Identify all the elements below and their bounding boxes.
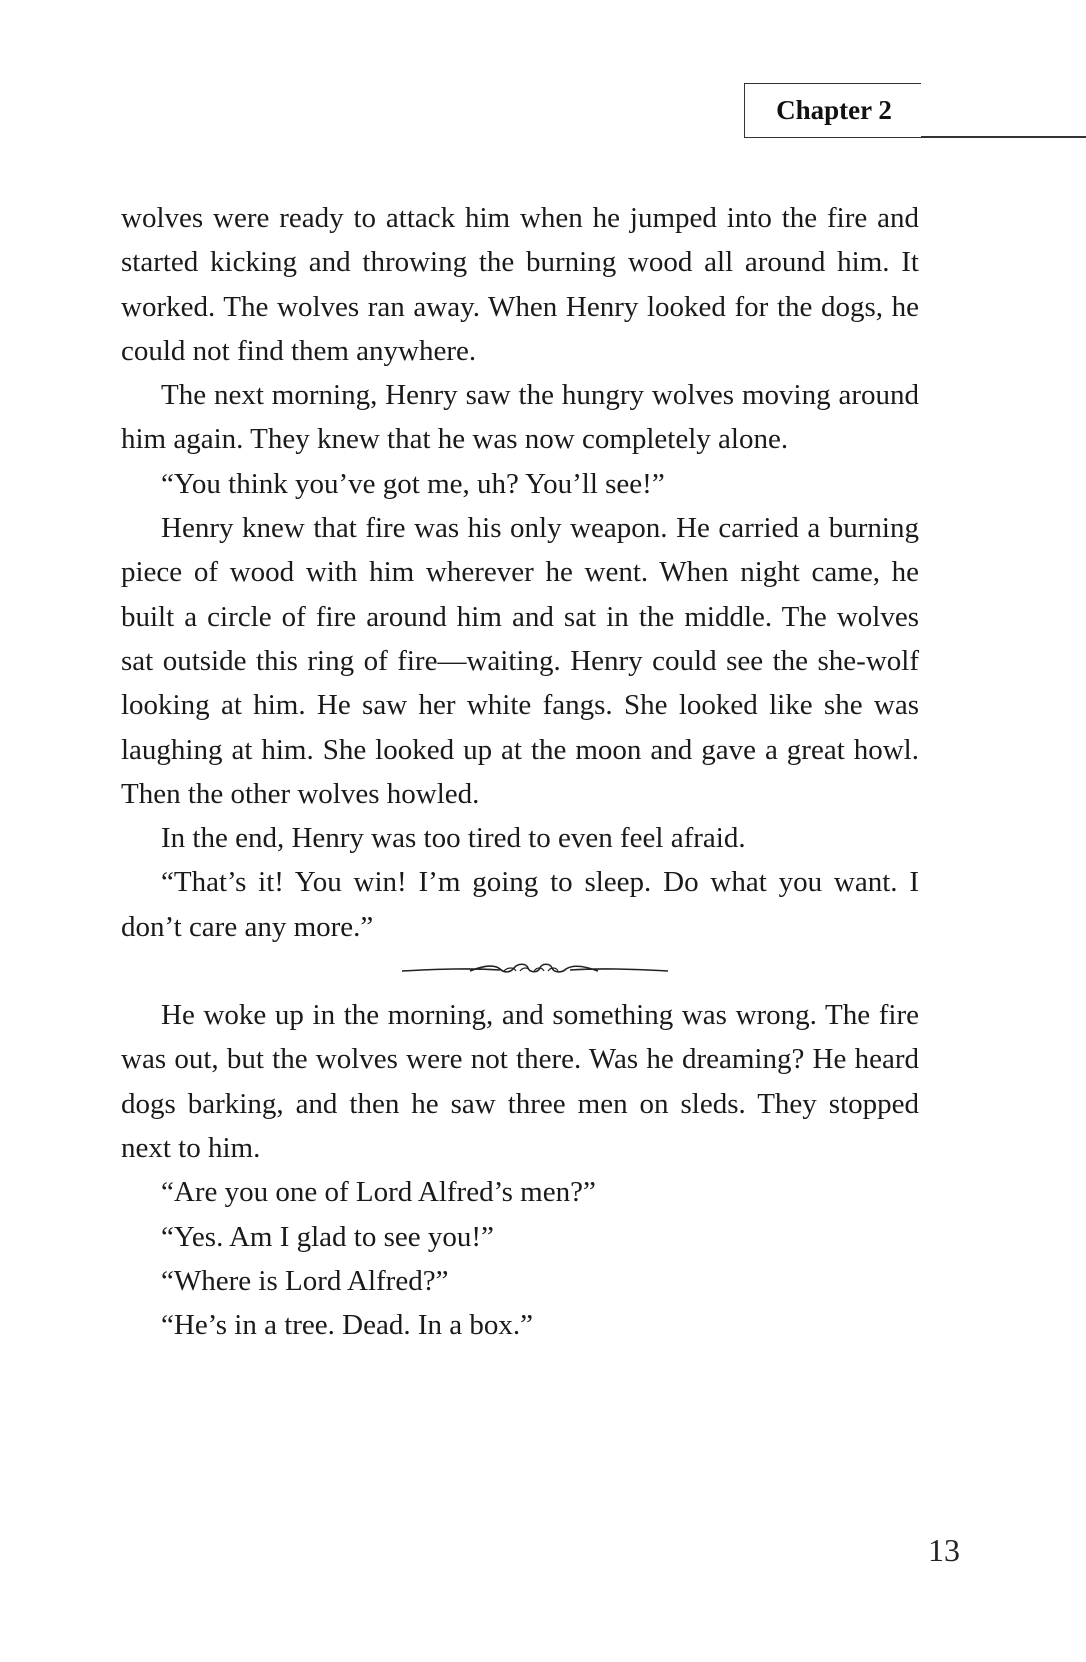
paragraph: “Where is Lord Alfred?”: [161, 1264, 449, 1297]
page-body: [121, 196, 919, 1347]
page-number: 13: [928, 1532, 960, 1568]
paragraph: “That’s it! You win! I’m going to sleep. Do what you want. I don’t care any more.”: [121, 866, 919, 943]
paragraph: “You think you’ve got me, uh? You’ll see!”: [161, 467, 665, 500]
paragraph: The next morning, Henry saw the hungry wolves moving around him again. They knew that he was now completely alone.: [121, 379, 919, 456]
paragraph: “Yes. Am I glad to see you!”: [161, 1220, 494, 1253]
paragraph: “He’s in a tree. Dead. In a box.”: [161, 1309, 534, 1342]
paragraph: wolves were ready to attack him when he jumped into the fire and started kicking and throwing the burning wood all around him. It worked. The wolves ran away. When Henry looked for the dogs, he could not find them anywhere.: [121, 202, 919, 367]
section-break-ornament-icon: [151, 949, 919, 993]
paragraph: “Are you one of Lord Alfred’s men?”: [161, 1176, 596, 1209]
chapter-header-tab: [744, 83, 1086, 138]
chapter-header-rule: [921, 136, 1086, 138]
paragraph: He woke up in the morning, and something was wrong. The fire was out, but the wolves were not there. Was he dreaming? He heard dogs barking, and then he saw three men on sleds. They stopped next to him.: [121, 999, 919, 1164]
paragraph: Henry knew that fire was his only weapon. He carried a burning piece of wood with him wherever he went. When night came, he built a circle of fire around him and sat in the middle. The wolves sat outside this ring of fire—waiting. Henry could see the she-wolf looking at him. He saw her white fangs. She looked like she was laughing at him. She looked up at the moon and gave a great howl. Then the other wolves howled.: [121, 512, 919, 810]
paragraph: In the end, Henry was too tired to even feel afraid.: [161, 822, 746, 855]
chapter-label: Chapter 2: [776, 95, 892, 125]
